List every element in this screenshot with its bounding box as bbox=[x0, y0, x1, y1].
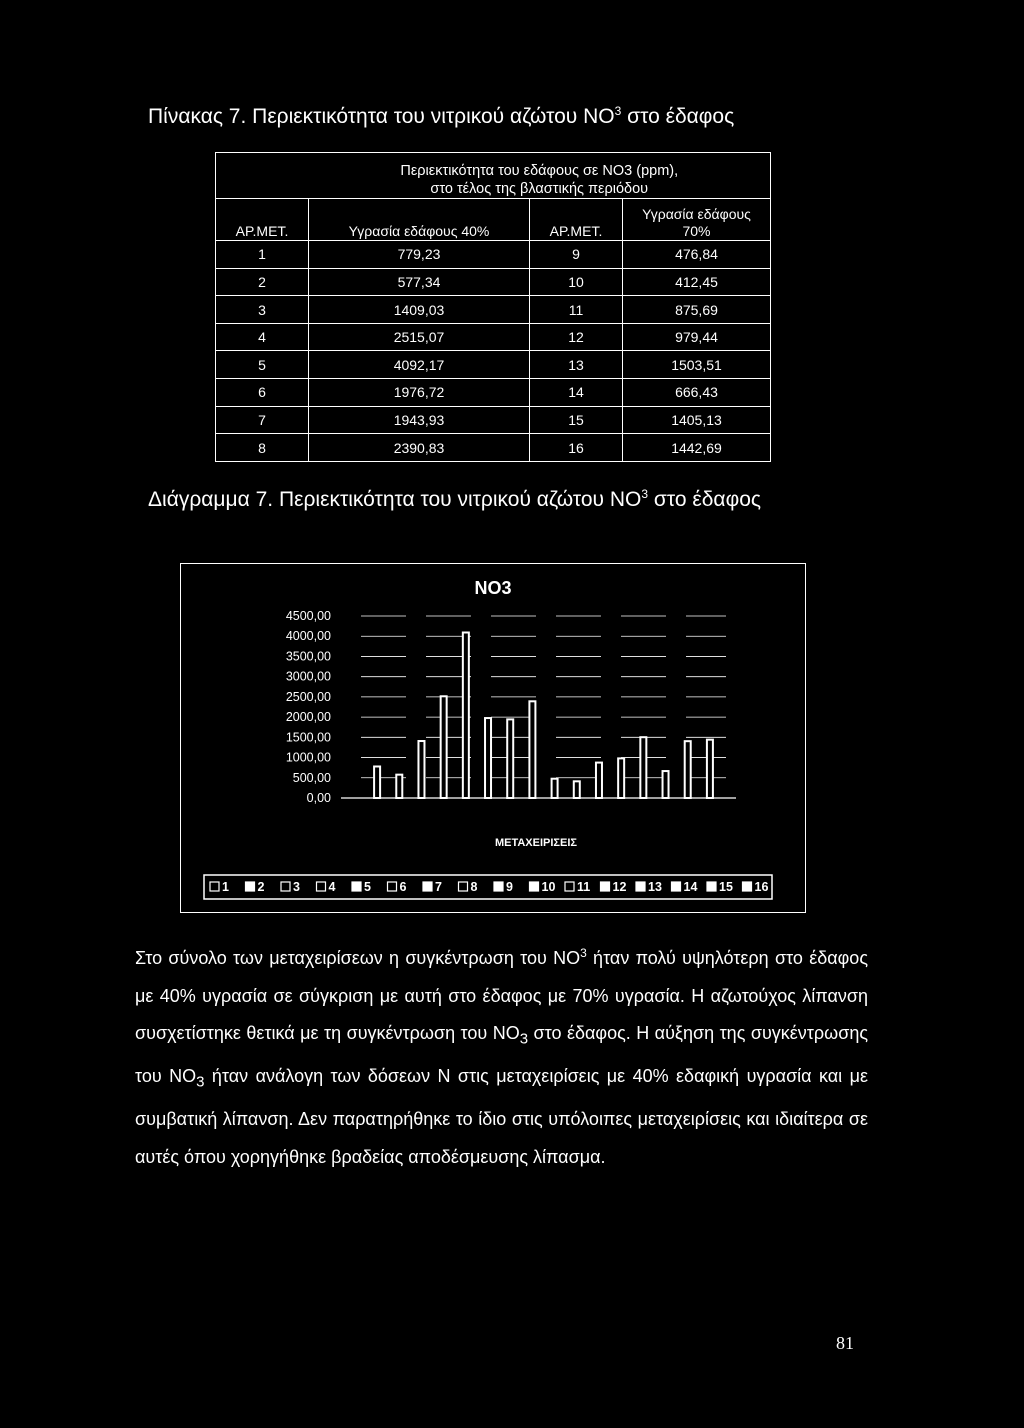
cell-value-40: 1976,72 bbox=[309, 379, 530, 407]
legend-swatch bbox=[459, 882, 468, 891]
cell-treatment: 1 bbox=[216, 240, 309, 268]
paragraph-subscript: 3 bbox=[519, 1030, 529, 1048]
cell-value-40: 4092,17 bbox=[309, 351, 530, 379]
legend-swatch bbox=[210, 882, 219, 891]
legend-label: 4 bbox=[328, 880, 336, 894]
cell-treatment: 6 bbox=[216, 379, 309, 407]
legend-label: 15 bbox=[719, 880, 733, 894]
legend-swatch bbox=[246, 882, 255, 891]
paragraph-text: ήταν ανάλογη των δόσεων Ν στις μεταχειρίσεις με 40% εδαφική υγρασία και με συμβατική λίπανση. Δεν παρατηρήθηκε το ίδιο στις υπόλοιπες μεταχειρίσεις και ιδιαίτερα σε αυτές όπου χορηγήθηκε βραδείας αποδέσμευσης λίπασμα. bbox=[135, 1066, 868, 1167]
y-tick-label: 1000,00 bbox=[285, 750, 331, 765]
x-axis-label: ΜΕΤΑΧΕΙΡΙΣΕΙΣ bbox=[494, 837, 578, 849]
legend-swatch bbox=[707, 882, 716, 891]
table-row bbox=[216, 406, 770, 434]
no3-bar-chart bbox=[181, 564, 804, 911]
legend-label: 7 bbox=[435, 880, 442, 894]
table-row bbox=[216, 296, 770, 324]
cell-value-40: 1409,03 bbox=[309, 296, 530, 324]
legend-label: 3 bbox=[293, 880, 300, 894]
table-caption bbox=[148, 104, 734, 129]
col-header-moisture-40: Υγρασία εδάφους 40% bbox=[309, 199, 530, 241]
chart-bar bbox=[485, 718, 491, 798]
cell-treatment: 4 bbox=[216, 323, 309, 351]
cell-value-70: 476,84 bbox=[623, 240, 771, 268]
paragraph-subscript: 3 bbox=[196, 1073, 205, 1091]
table-row bbox=[216, 379, 770, 407]
table-row bbox=[216, 240, 770, 268]
legend-swatch bbox=[388, 882, 397, 891]
table-row bbox=[216, 434, 770, 461]
cell-value-40: 779,23 bbox=[309, 240, 530, 268]
cell-treatment: 16 bbox=[530, 434, 623, 461]
cell-value-40: 577,34 bbox=[309, 268, 530, 296]
paragraph-text: στο έδαφος. Η αύξηση της συγκέντρωσης του ΝΟ bbox=[135, 1023, 869, 1087]
y-tick-label: 2000,00 bbox=[285, 710, 331, 725]
chart-bar bbox=[685, 741, 691, 798]
chart-bar bbox=[663, 771, 669, 798]
chart-bar bbox=[396, 775, 402, 798]
legend-label: 10 bbox=[541, 880, 556, 894]
chart-caption-suffix: στο έδαφος bbox=[648, 488, 761, 511]
chart-bar bbox=[418, 741, 424, 798]
cell-treatment: 15 bbox=[530, 406, 623, 434]
y-tick-label: 500,00 bbox=[292, 770, 331, 785]
discussion-paragraph bbox=[135, 935, 868, 1176]
cell-treatment: 14 bbox=[530, 379, 623, 407]
table-row bbox=[216, 323, 770, 351]
legend-swatch bbox=[423, 882, 432, 891]
legend-label: 2 bbox=[257, 880, 265, 894]
table-row bbox=[216, 351, 770, 379]
chart-frame bbox=[180, 563, 806, 913]
cell-treatment: 9 bbox=[530, 240, 623, 268]
page-number: 81 bbox=[836, 1333, 854, 1353]
y-tick-label: 1500,00 bbox=[285, 730, 331, 745]
cell-treatment: 8 bbox=[258, 439, 266, 456]
table-caption-text: Πίνακας 7. Περιεκτικότητα του νιτρικού αζώτου ΝΟ bbox=[148, 105, 615, 128]
cell-treatment: 2 bbox=[216, 268, 309, 296]
chart-bar bbox=[574, 781, 580, 798]
legend-swatch bbox=[352, 882, 361, 891]
chart-title: NO3 bbox=[474, 578, 512, 598]
legend-label: 5 bbox=[364, 880, 371, 894]
chart-bar bbox=[529, 701, 535, 798]
chart-bar bbox=[707, 740, 713, 798]
col-header-treatment-b: ΑΡ.ΜΕΤ. bbox=[530, 199, 623, 241]
cell-value-70: 1405,13 bbox=[623, 406, 771, 434]
cell-value-40: 1943,93 bbox=[309, 406, 530, 434]
col-header-treatment-a: ΑΡ.ΜΕΤ. bbox=[216, 199, 309, 241]
legend-label: 11 bbox=[577, 880, 591, 894]
legend-swatch bbox=[565, 882, 574, 891]
legend-swatch bbox=[636, 882, 645, 891]
cell-value-70: 666,43 bbox=[623, 379, 771, 407]
chart-bar bbox=[640, 737, 646, 798]
legend-label: 9 bbox=[506, 880, 513, 894]
chart-bar bbox=[463, 632, 469, 798]
y-tick-label: 0,00 bbox=[306, 791, 331, 805]
cell-value-40: 2390,83 bbox=[309, 434, 530, 461]
table-caption-suffix: στο έδαφος bbox=[621, 105, 735, 128]
legend-swatch bbox=[530, 882, 539, 891]
table-group-header: Περιεκτικότητα του εδάφους σε ΝΟ3 (ppm), στο τέλος της βλαστικής περιόδου bbox=[309, 153, 771, 199]
cell-treatment: 11 bbox=[530, 296, 623, 324]
legend-swatch bbox=[317, 882, 326, 891]
table-caption-superscript: 3 bbox=[614, 104, 622, 118]
chart-bar bbox=[552, 779, 558, 798]
cell-value-40: 2515,07 bbox=[309, 323, 530, 351]
cell-value-70: 1442,69 bbox=[623, 434, 771, 461]
legend-swatch bbox=[494, 882, 503, 891]
y-tick-label: 4000,00 bbox=[285, 629, 331, 644]
cell-value-70: 875,69 bbox=[623, 296, 771, 324]
chart-caption bbox=[148, 487, 761, 512]
cell-value-70: 979,44 bbox=[623, 323, 771, 351]
nitrate-table-frame bbox=[215, 152, 771, 462]
chart-bar bbox=[507, 719, 513, 798]
cell-value-70: 412,45 bbox=[623, 268, 771, 296]
cell-treatment: 7 bbox=[216, 406, 309, 434]
paragraph-text: ήταν πολύ υψηλότερη στο έδαφος με 40% υγρασία σε σύγκριση με αυτή στο έδαφος με 70% υγρασία. Η αζωτούχος λίπανση συσχετίστηκε θετικά με τη συγκέντρωση του ΝΟ bbox=[135, 948, 868, 1043]
chart-bar bbox=[374, 766, 380, 798]
legend-label: 6 bbox=[399, 880, 407, 894]
legend-label: 13 bbox=[648, 880, 662, 894]
cell-treatment: 5 bbox=[216, 351, 309, 379]
legend-label: 12 bbox=[612, 880, 627, 894]
legend-label: 8 bbox=[470, 880, 478, 894]
table-row bbox=[216, 268, 770, 296]
paragraph-superscript: 3 bbox=[580, 946, 587, 960]
legend-label: 14 bbox=[683, 880, 698, 894]
legend-label: 16 bbox=[754, 880, 769, 894]
y-tick-label: 3500,00 bbox=[285, 649, 331, 664]
chart-caption-superscript: 3 bbox=[641, 487, 649, 501]
nitrate-table bbox=[216, 153, 770, 461]
legend-swatch bbox=[743, 882, 752, 891]
cell-treatment: 12 bbox=[530, 323, 623, 351]
y-tick-label: 3000,00 bbox=[285, 669, 331, 684]
legend-label: 1 bbox=[222, 880, 229, 894]
y-tick-label: 2500,00 bbox=[285, 689, 331, 704]
cell-treatment: 10 bbox=[530, 268, 623, 296]
y-tick-label: 4500,00 bbox=[285, 609, 331, 623]
legend-swatch bbox=[601, 882, 610, 891]
cell-value-70: 1503,51 bbox=[623, 351, 771, 379]
legend-swatch bbox=[281, 882, 290, 891]
chart-caption-text: Διάγραμμα 7. Περιεκτικότητα του νιτρικού αζώτου ΝΟ bbox=[148, 488, 642, 511]
cell-treatment: 3 bbox=[216, 296, 309, 324]
chart-bar bbox=[596, 763, 602, 798]
chart-bar bbox=[618, 758, 624, 798]
legend-swatch bbox=[672, 882, 681, 891]
col-header-moisture-70: Υγρασία εδάφους 70% bbox=[623, 199, 771, 241]
paragraph-text: Στο σύνολο των μεταχειρίσεων η συγκέντρωση του ΝΟ bbox=[135, 948, 581, 968]
chart-bar bbox=[441, 696, 447, 798]
cell-treatment: 13 bbox=[530, 351, 623, 379]
